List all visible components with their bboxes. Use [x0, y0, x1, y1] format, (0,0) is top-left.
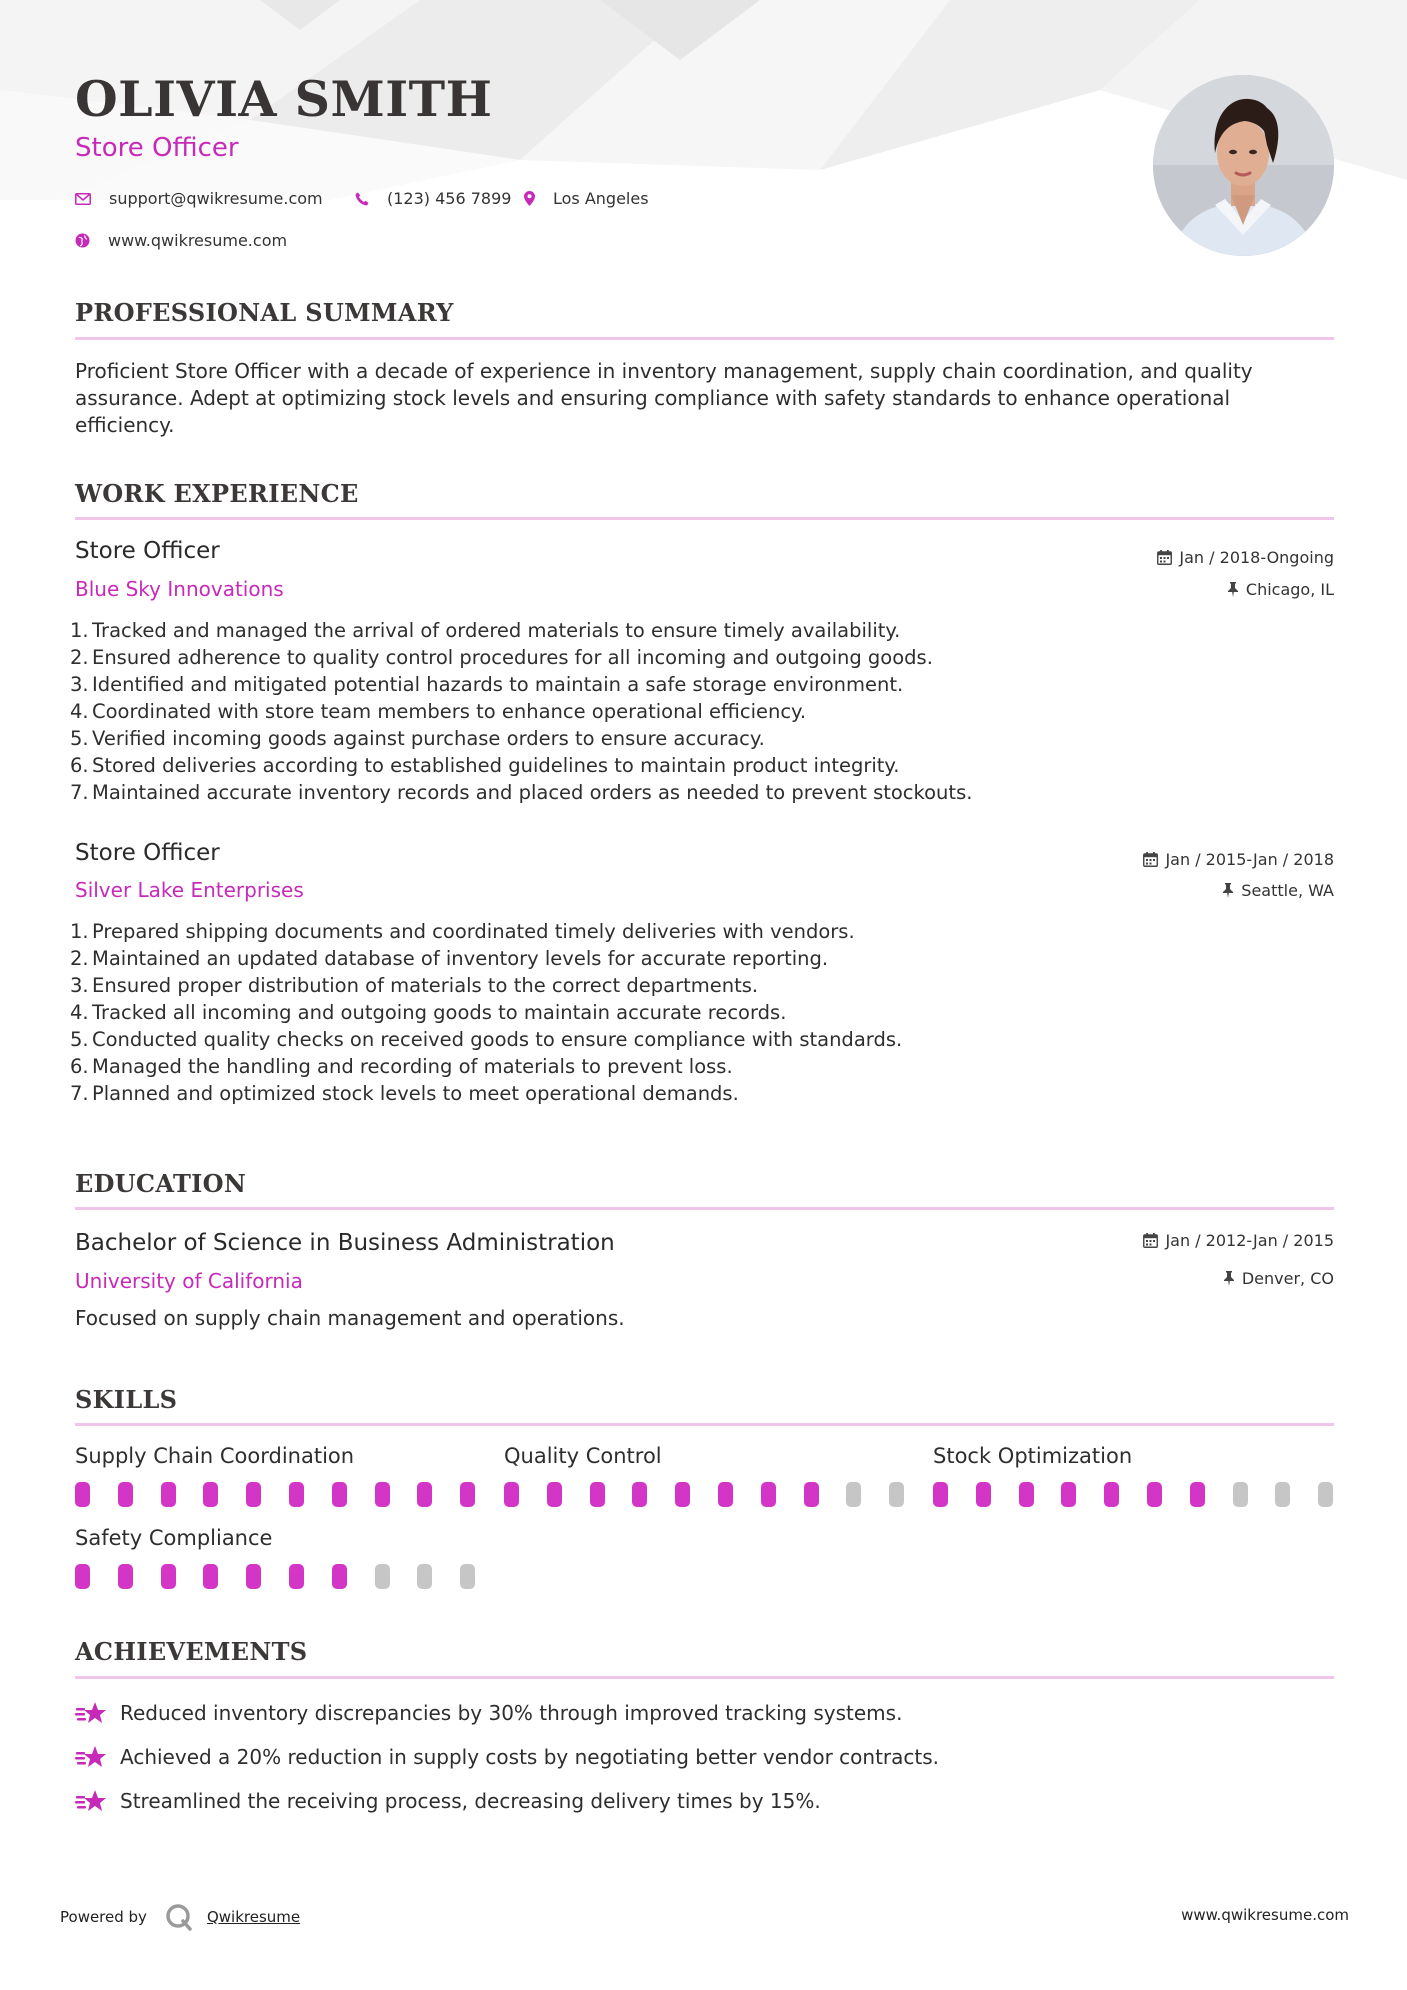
- calendar-icon: [1143, 852, 1158, 867]
- globe-icon: [75, 233, 90, 248]
- skill-dot-empty: [846, 1482, 861, 1507]
- skill-dot-filled: [75, 1564, 90, 1589]
- skill-dot-filled: [1061, 1482, 1076, 1507]
- job-location: [1222, 881, 1334, 900]
- skill-dot-filled: [718, 1482, 733, 1507]
- list-item: 6. Managed the handling and recording of materials to prevent loss.: [70, 1055, 733, 1078]
- achievement-item: [75, 1744, 939, 1770]
- list-item: 5. Verified incoming goods against purchase orders to ensure accuracy.: [70, 727, 765, 750]
- summary-text: Proficient Store Officer with a decade of experience in inventory management, supply chain coordination, and quality assurance. Adept at optimizing stock levels and ensuring compliance with safety standards to enhance operational efficiency.: [75, 359, 1253, 437]
- calendar-icon: [1157, 550, 1172, 565]
- list-item: 2. Maintained an updated database of inventory levels for accurate reporting.: [70, 947, 829, 970]
- company-name: Blue Sky Innovations: [75, 577, 284, 601]
- skill-dot-filled: [417, 1482, 432, 1507]
- skill-dot-filled: [246, 1482, 261, 1507]
- skill-dot-empty: [1233, 1482, 1248, 1507]
- achievement-text: Achieved a 20% reduction in supply costs by negotiating better vendor contracts.: [120, 1745, 940, 1769]
- profile-photo: [1153, 75, 1334, 256]
- footer-website[interactable]: www.qwikresume.com: [1181, 1906, 1349, 1924]
- candidate-name: OLIVIA SMITH: [75, 70, 493, 128]
- education-location: [1223, 1269, 1334, 1288]
- shooting-star-icon: [75, 1744, 107, 1770]
- skill-rating: [75, 1564, 503, 1589]
- skill-dot-filled: [675, 1482, 690, 1507]
- list-item: 7. Planned and optimized stock levels to meet operational demands.: [70, 1082, 739, 1105]
- section-divider: [75, 1676, 1334, 1679]
- qwikresume-logo-icon: [165, 1903, 193, 1931]
- job-dates-text: Jan / 2015-Jan / 2018: [1165, 850, 1334, 869]
- skill-dot-filled: [1019, 1482, 1034, 1507]
- job-title: Store Officer: [75, 840, 220, 866]
- company-name: Silver Lake Enterprises: [75, 878, 304, 902]
- list-item: 6. Stored deliveries according to established guidelines to maintain product integrity.: [70, 754, 900, 777]
- skill-dot-filled: [1147, 1482, 1162, 1507]
- phone-text: (123) 456 7899: [387, 189, 512, 208]
- pushpin-icon: [1222, 883, 1234, 898]
- skill-name: Stock Optimization: [933, 1444, 1133, 1468]
- skill-dot-empty: [889, 1482, 904, 1507]
- achievement-item: [75, 1788, 821, 1814]
- job-dates: [1143, 850, 1334, 869]
- shooting-star-icon: [75, 1700, 107, 1726]
- job-title: Store Officer: [75, 538, 220, 564]
- location-text: Los Angeles: [553, 189, 649, 208]
- powered-by-label: Powered by: [60, 1908, 147, 1926]
- skill-dot-filled: [590, 1482, 605, 1507]
- skill-dot-filled: [804, 1482, 819, 1507]
- skill-dot-filled: [203, 1482, 218, 1507]
- education-description: Focused on supply chain management and operations.: [75, 1306, 625, 1330]
- skill-dot-empty: [417, 1564, 432, 1589]
- skill-dot-filled: [118, 1564, 133, 1589]
- skill-dot-filled: [1104, 1482, 1119, 1507]
- list-item: 1. Tracked and managed the arrival of ordered materials to ensure timely availability.: [70, 619, 901, 642]
- section-divider: [75, 1207, 1334, 1210]
- website-contact[interactable]: [75, 231, 287, 250]
- job-responsibilities: [70, 617, 1270, 806]
- skill-dot-filled: [761, 1482, 776, 1507]
- pushpin-icon: [1223, 1271, 1235, 1286]
- section-divider: [75, 517, 1334, 520]
- list-item: 5. Conducted quality checks on received goods to ensure compliance with standards.: [70, 1028, 903, 1051]
- list-item: 1. Prepared shipping documents and coordinated timely deliveries with vendors.: [70, 920, 855, 943]
- map-pin-icon: [524, 191, 535, 206]
- qwikresume-link[interactable]: Qwikresume: [206, 1908, 301, 1926]
- skill-dot-filled: [289, 1482, 304, 1507]
- experience-heading: WORK EXPERIENCE: [75, 479, 359, 508]
- skill-name: Supply Chain Coordination: [75, 1444, 355, 1468]
- skill-dot-filled: [161, 1482, 176, 1507]
- skill-item: [75, 1444, 503, 1507]
- degree-title: Bachelor of Science in Business Administration: [75, 1230, 615, 1256]
- list-item: 4. Tracked all incoming and outgoing goods to maintain accurate records.: [70, 1001, 787, 1024]
- candidate-title: Store Officer: [75, 133, 239, 163]
- skill-dot-filled: [976, 1482, 991, 1507]
- skill-item: [75, 1526, 503, 1589]
- calendar-icon: [1143, 1233, 1158, 1248]
- job-responsibilities: [70, 918, 1270, 1107]
- pushpin-icon: [1227, 582, 1239, 597]
- skill-item: [933, 1444, 1361, 1507]
- job-location-text: Seattle, WA: [1241, 881, 1334, 900]
- achievements-heading: ACHIEVEMENTS: [75, 1637, 308, 1666]
- achievement-item: [75, 1700, 902, 1726]
- achievement-text: Streamlined the receiving process, decreasing delivery times by 15%.: [120, 1789, 821, 1813]
- skill-dot-filled: [246, 1564, 261, 1589]
- powered-by: [60, 1903, 300, 1931]
- skill-dot-filled: [933, 1482, 948, 1507]
- skill-dot-filled: [547, 1482, 562, 1507]
- phone-icon: [355, 192, 369, 206]
- skill-dot-empty: [1275, 1482, 1290, 1507]
- education-dates: [1143, 1231, 1334, 1250]
- skill-rating: [504, 1482, 932, 1507]
- school-name: University of California: [75, 1269, 303, 1293]
- skill-dot-empty: [375, 1564, 390, 1589]
- education-dates-text: Jan / 2012-Jan / 2015: [1165, 1231, 1334, 1250]
- skill-dot-empty: [460, 1564, 475, 1589]
- skill-dot-empty: [1318, 1482, 1333, 1507]
- skill-dot-filled: [460, 1482, 475, 1507]
- list-item: 3. Ensured proper distribution of materials to the correct departments.: [70, 974, 759, 997]
- skill-rating: [75, 1482, 503, 1507]
- education-heading: EDUCATION: [75, 1169, 247, 1198]
- skill-dot-filled: [332, 1564, 347, 1589]
- job-location-text: Chicago, IL: [1245, 580, 1334, 599]
- section-divider: [75, 1423, 1334, 1426]
- list-item: 2. Ensured adherence to quality control procedures for all incoming and outgoing goods.: [70, 646, 933, 669]
- job-dates: [1157, 548, 1334, 567]
- list-item: 7. Maintained accurate inventory records and placed orders as needed to prevent stockouts.: [70, 781, 973, 804]
- skill-dot-filled: [375, 1482, 390, 1507]
- email-text: support@qwikresume.com: [109, 189, 323, 208]
- skill-rating: [933, 1482, 1361, 1507]
- website-text: www.qwikresume.com: [108, 231, 288, 250]
- skill-dot-filled: [161, 1564, 176, 1589]
- skill-dot-filled: [203, 1564, 218, 1589]
- envelope-icon: [75, 193, 91, 205]
- education-location-text: Denver, CO: [1241, 1269, 1334, 1288]
- phone-contact[interactable]: [355, 189, 511, 208]
- skill-dot-filled: [289, 1564, 304, 1589]
- shooting-star-icon: [75, 1788, 107, 1814]
- list-item: 4. Coordinated with store team members to enhance operational efficiency.: [70, 700, 807, 723]
- job-location: [1227, 580, 1334, 599]
- skill-dot-filled: [118, 1482, 133, 1507]
- skill-dot-filled: [1190, 1482, 1205, 1507]
- list-item: 3. Identified and mitigated potential hazards to maintain a safe storage environment.: [70, 673, 904, 696]
- skills-heading: SKILLS: [75, 1385, 178, 1414]
- skill-name: Safety Compliance: [75, 1526, 273, 1550]
- skill-dot-filled: [332, 1482, 347, 1507]
- job-dates-text: Jan / 2018-Ongoing: [1179, 548, 1334, 567]
- skill-name: Quality Control: [504, 1444, 662, 1468]
- skill-dot-filled: [504, 1482, 519, 1507]
- email-contact[interactable]: [75, 189, 323, 208]
- section-divider: [75, 337, 1334, 340]
- skill-dot-filled: [75, 1482, 90, 1507]
- skill-item: [504, 1444, 932, 1507]
- achievement-text: Reduced inventory discrepancies by 30% through improved tracking systems.: [120, 1701, 903, 1725]
- location-contact: [524, 189, 649, 208]
- skill-dot-filled: [632, 1482, 647, 1507]
- summary-heading: PROFESSIONAL SUMMARY: [75, 298, 454, 327]
